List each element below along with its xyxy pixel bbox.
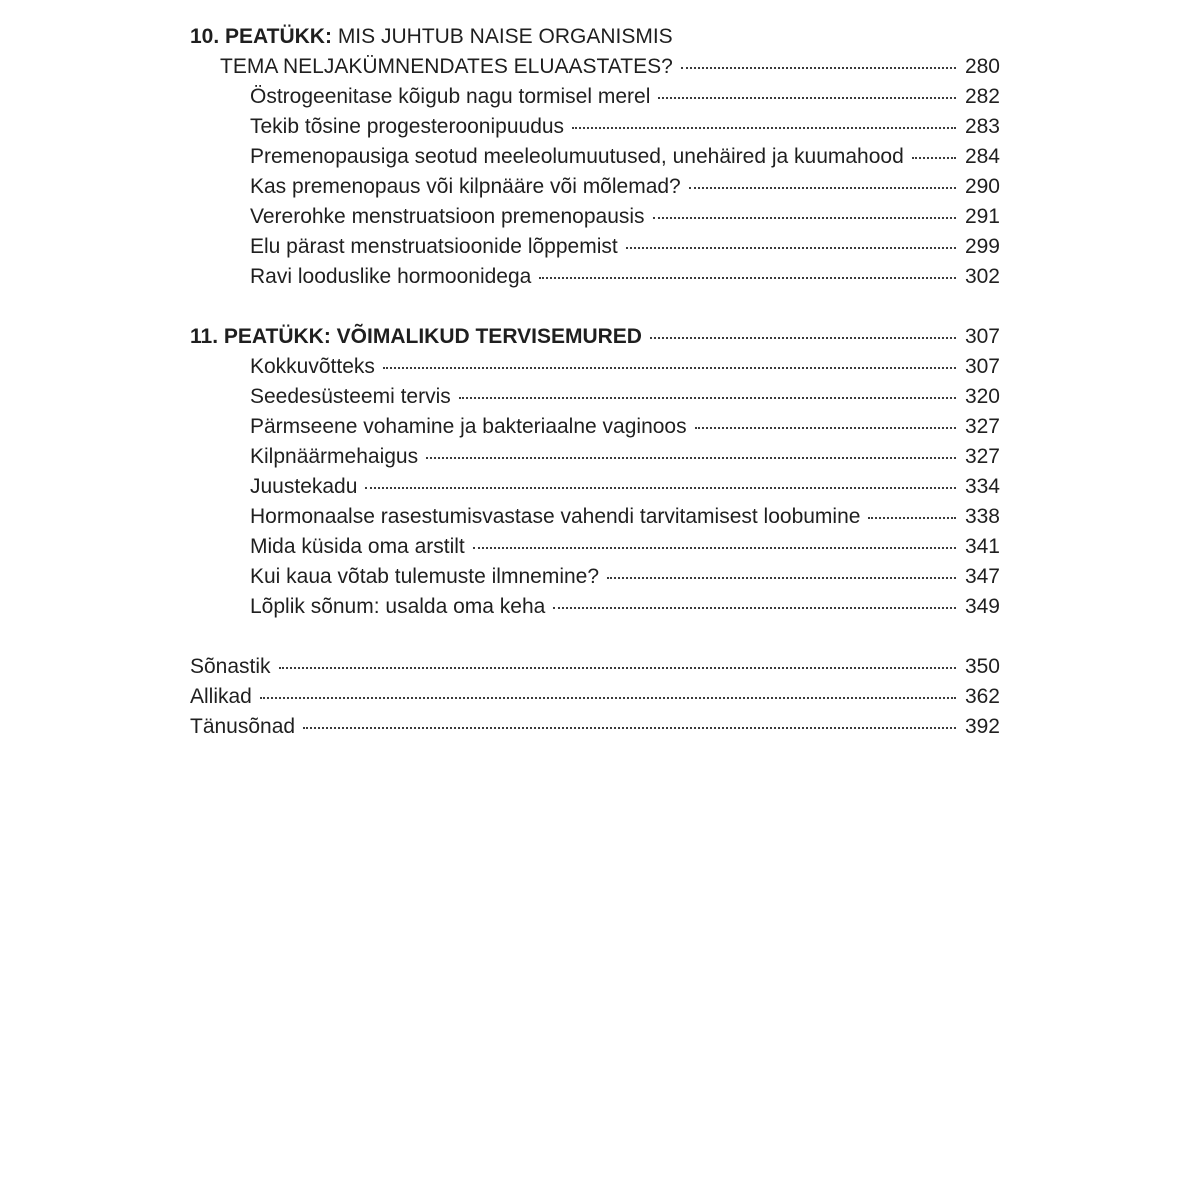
entry-label: Tänusõnad — [190, 715, 296, 738]
page-number: 299 — [964, 235, 1000, 258]
table-of-contents — [190, 22, 1000, 742]
entry-label: Kokkuvõtteks — [250, 355, 375, 378]
entry-label: Lõplik sõnum: usalda oma keha — [250, 595, 546, 618]
entry-label: Östrogeenitase kõigub nagu tormisel merel — [250, 85, 651, 108]
dot-leader — [279, 667, 956, 669]
toc-entry — [190, 472, 1000, 502]
chapter-11 — [190, 322, 1000, 622]
page-number: 291 — [964, 205, 1000, 228]
dot-leader — [553, 607, 956, 609]
page-number: 350 — [964, 655, 1000, 678]
dot-leader — [868, 517, 956, 519]
page-number: 307 — [964, 355, 1000, 378]
toc-entry — [190, 352, 1000, 382]
toc-entry — [190, 232, 1000, 262]
dot-leader — [658, 97, 956, 99]
appendix-section — [190, 652, 1000, 742]
chapter-title-row — [190, 322, 1000, 352]
entry-label: Vererohke menstruatsioon premenopausis — [250, 205, 645, 228]
toc-entry — [190, 442, 1000, 472]
entry-label: Hormonaalse rasestumisvastase vahendi tarvitamisest loobumine — [250, 505, 861, 528]
page-number: 341 — [964, 535, 1000, 558]
chapter-title-line1: MIS JUHTUB NAISE ORGANISMIS — [337, 25, 673, 48]
page-number: 290 — [964, 175, 1000, 198]
toc-entry — [190, 412, 1000, 442]
dot-leader — [607, 577, 956, 579]
page-number: 283 — [964, 115, 1000, 138]
toc-entry — [190, 82, 1000, 112]
dot-leader — [572, 127, 956, 129]
dot-leader — [260, 697, 956, 699]
toc-entry — [190, 652, 1000, 682]
entry-label: Premenopausiga seotud meeleolumuutused, unehäired ja kuumahood — [250, 145, 904, 168]
dot-leader — [365, 487, 956, 489]
entry-label: Tekib tõsine progesteroonipuudus — [250, 115, 565, 138]
entry-label: Kas premenopaus või kilpnääre või mõlemad? — [250, 175, 681, 198]
dot-leader — [459, 397, 956, 399]
entry-label: Seedesüsteemi tervis — [250, 385, 451, 408]
toc-entry — [190, 682, 1000, 712]
dot-leader — [695, 427, 956, 429]
toc-entry — [190, 712, 1000, 742]
page-number: 338 — [964, 505, 1000, 528]
entry-label: Sõnastik — [190, 655, 271, 678]
page-number: 392 — [964, 715, 1000, 738]
entry-label: Kilpnäärmehaigus — [250, 445, 419, 468]
toc-entry — [190, 592, 1000, 622]
toc-entry — [190, 562, 1000, 592]
toc-entry — [190, 382, 1000, 412]
page-number: 307 — [964, 325, 1000, 348]
dot-leader — [689, 187, 956, 189]
page-number: 347 — [964, 565, 1000, 588]
toc-entry — [190, 112, 1000, 142]
page-number: 320 — [964, 385, 1000, 408]
chapter-10 — [190, 22, 1000, 292]
dot-leader — [426, 457, 956, 459]
chapter-number: 11. PEATÜKK: — [190, 325, 331, 348]
entry-label: Juustekadu — [250, 475, 358, 498]
chapter-title-line2: TEMA NELJAKÜMNENDATES ELUAASTATES? — [220, 55, 673, 78]
page-number: 282 — [964, 85, 1000, 108]
page-number: 327 — [964, 445, 1000, 468]
entry-label: Kui kaua võtab tulemuste ilmnemine? — [250, 565, 600, 588]
dot-leader — [681, 67, 956, 69]
toc-entry — [190, 532, 1000, 562]
dot-leader — [473, 547, 956, 549]
entry-label: Allikad — [190, 685, 252, 708]
entry-label: Pärmseene vohamine ja bakteriaalne vaginoos — [250, 415, 687, 438]
page-number: 327 — [964, 415, 1000, 438]
dot-leader — [626, 247, 956, 249]
page-number: 334 — [964, 475, 1000, 498]
entry-label: Ravi looduslike hormoonidega — [250, 265, 532, 288]
chapter-number: 10. PEATÜKK: — [190, 25, 332, 48]
page-number: 362 — [964, 685, 1000, 708]
toc-entry — [190, 262, 1000, 292]
chapter-title-line1: VÕIMALIKUD TERVISEMURED — [336, 325, 642, 348]
chapter-title-row — [190, 22, 1000, 52]
dot-leader — [303, 727, 956, 729]
dot-leader — [539, 277, 956, 279]
page-number: 280 — [964, 55, 1000, 78]
entry-label: Mida küsida oma arstilt — [250, 535, 465, 558]
dot-leader — [383, 367, 956, 369]
entry-label: Elu pärast menstruatsioonide lõppemist — [250, 235, 618, 258]
page-number: 349 — [964, 595, 1000, 618]
dot-leader — [653, 217, 956, 219]
page-number: 302 — [964, 265, 1000, 288]
toc-entry — [190, 142, 1000, 172]
dot-leader — [650, 337, 956, 339]
chapter-title-row — [190, 52, 1000, 82]
dot-leader — [912, 157, 956, 159]
toc-entry — [190, 172, 1000, 202]
toc-entry — [190, 202, 1000, 232]
toc-entry — [190, 502, 1000, 532]
page-number: 284 — [964, 145, 1000, 168]
